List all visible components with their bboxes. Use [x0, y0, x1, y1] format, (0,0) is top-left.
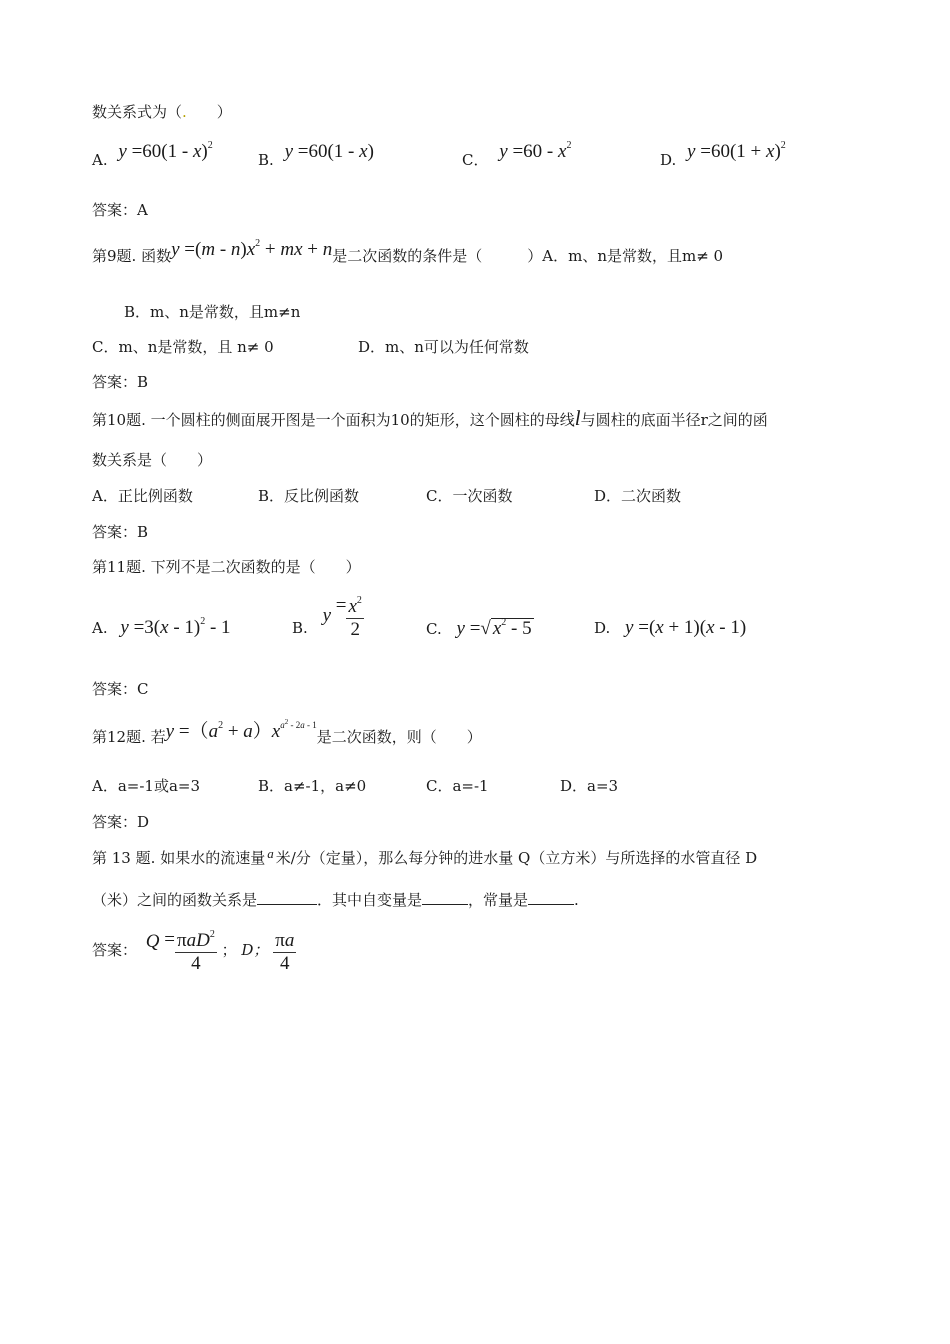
q9-stem: 第9题. 函数$y =(m - n)x^2$ + mx + n是二次函数的条件是（ ）A．m、n是常数，且m≠ 0	[92, 238, 724, 265]
q12-formula: $y =(a^2 + a)x^{a^2 - 2a - 1}$	[165, 718, 317, 742]
q12-option-b: B．a≠-1，a≠0	[258, 777, 367, 795]
q12-stem: 第12题. 若$y =(a^2 + a)x^{a^2 - 2a - 1}$是二次函数，则（ ）	[92, 718, 482, 746]
q11-formula-d: y =(x + 1)(x - 1)	[625, 617, 747, 638]
q8-option-d: D. $y =60(1 + x)^2$	[660, 140, 786, 169]
q9-answer: 答案：B	[92, 373, 149, 391]
q9-option-b: B．m、n是常数，且m≠n	[124, 303, 301, 321]
q8-formula-a: y =60(1 - x)$^2$	[118, 140, 213, 162]
q11-answer: 答案：C	[92, 680, 149, 698]
q8-option-a: A. y =60(1 - x)$^2$	[92, 140, 213, 169]
q12-option-c: C．a=-1	[426, 777, 489, 795]
q10-stem: 第10题. 一个圆柱的侧面展开图是一个面积为10的矩形，这个圆柱的母线l与圆柱的底面半径r之间的函	[92, 406, 768, 430]
q11-option-c: C. y =√ $x^2 - 5$	[426, 617, 532, 639]
q8-answer: 答案：A	[92, 201, 148, 219]
q9-option-d: D．m、n可以为任何常数	[358, 338, 529, 356]
q9-option-c: C．m、n是常数，且 n≠ 0	[92, 338, 274, 356]
q10-option-b: B．反比例函数	[258, 487, 360, 505]
q10-answer: 答案：B	[92, 523, 149, 541]
q11-formula-b: y = $\frac{x^2}{2}$	[322, 595, 362, 640]
q11-option-b: B. y = $\frac{x^2}{2}$	[292, 595, 362, 640]
q11-option-a: A. y =3(x - 1)$^2$ - 1	[92, 616, 231, 638]
q11-option-d: D. y =(x + 1)(x - 1)	[594, 617, 747, 638]
q13-answer-formula: Q = $\frac{\pi aD^2}{4}$	[145, 929, 215, 974]
q8-formula-d: $y =60(1 + x)^2$	[687, 140, 786, 162]
q8-stem: 数关系式为（. ）	[92, 103, 232, 121]
q10-option-a: A．正比例函数	[92, 487, 193, 505]
blank-variable[interactable]	[422, 890, 468, 905]
q8-formula-b: y =60(1 - x)	[284, 141, 374, 162]
q12-answer: 答案：D	[92, 813, 150, 831]
q13-answer: 答案： Q = $\frac{\pi aD^2}{4}$ ； D； $\frac{\pi a}{4}$	[92, 929, 295, 974]
q9-formula: $y =(m - n)x^2$ + mx + n	[171, 238, 333, 260]
q12-option-d: D．a=3	[560, 777, 619, 795]
q11-formula-c: y =√ $x^2 - 5$	[456, 617, 532, 639]
q10-option-d: D．二次函数	[594, 487, 682, 505]
q8-formula-c: $y =60 - x^2$	[499, 140, 572, 162]
q12-option-a: A．a=-1或a=3	[92, 777, 201, 795]
q8-option-b: B. y =60(1 - x)	[258, 141, 374, 169]
blank-function[interactable]	[257, 890, 317, 905]
q13-answer-constant: $\frac{\pi a}{4}$	[275, 930, 295, 974]
q13-stem: 第 13 题. 如果水的流速量 a 米/分（定量），那么每分钟的进水量 Q（立方米）与所选择的水管直径 D	[92, 846, 758, 867]
stray-dot: .	[182, 103, 187, 121]
q10-stem-line2: 数关系是（ ）	[92, 451, 213, 469]
blank-constant[interactable]	[528, 890, 574, 905]
q11-formula-a: y =3(x - 1)$^2$ - 1	[120, 616, 231, 638]
q13-stem-line2: （米）之间的函数关系是 ．其中自变量是 ，常量是 .	[92, 891, 579, 909]
q8-option-c: C． $y =60 - x^2$	[462, 140, 572, 169]
q11-stem: 第11题. 下列不是二次函数的是（ ）	[92, 558, 361, 576]
q10-option-c: C．一次函数	[426, 487, 513, 505]
